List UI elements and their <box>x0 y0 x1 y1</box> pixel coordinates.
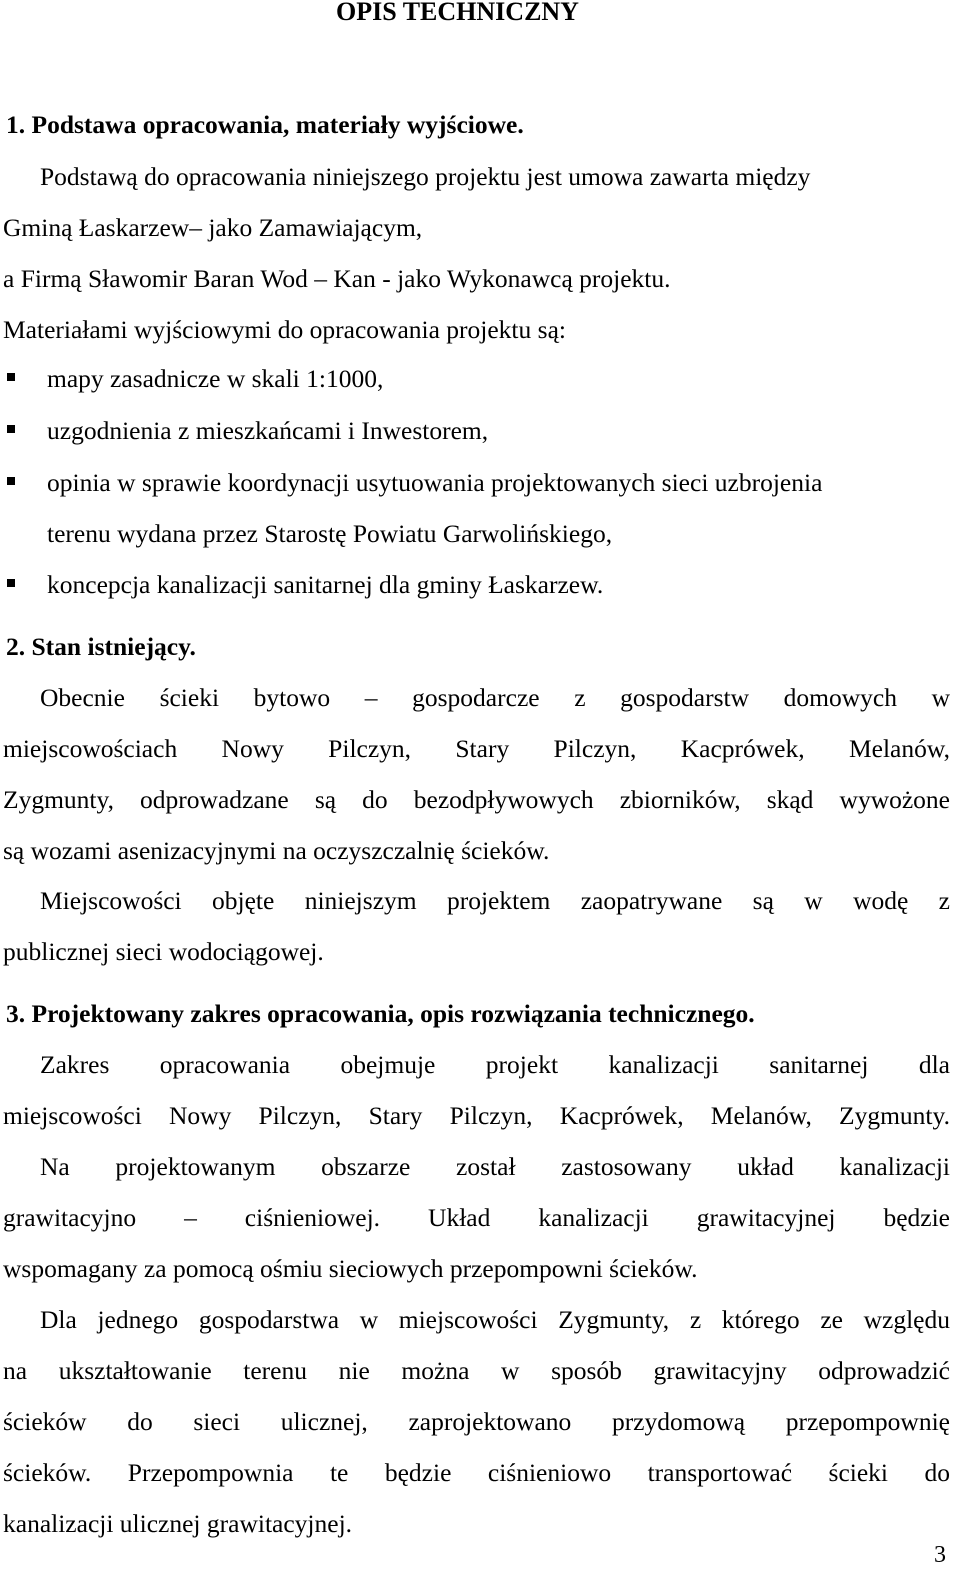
paragraph-line: Obecnie ścieki bytowo – gospodarcze z gospodarstw domowych w <box>40 683 950 712</box>
page-number: 3 <box>934 1542 946 1568</box>
paragraph-line: miejscowościach Nowy Pilczyn, Stary Pilczyn, Kacprówek, Melanów, <box>3 734 950 763</box>
bullet-item: opinia w sprawie koordynacji usytuowania projektowanych sieci uzbrojenia <box>47 468 823 497</box>
paragraph-line: Zakres opracowania obejmuje projekt kanalizacji sanitarnej dla <box>40 1050 950 1079</box>
paragraph-line: Na projektowanym obszarze został zastosowany układ kanalizacji <box>40 1152 950 1181</box>
document-title: OPIS TECHNICZNY <box>336 0 579 26</box>
section-3-heading: 3. Projektowany zakres opracowania, opis rozwiązania technicznego. <box>6 999 755 1028</box>
paragraph-line: Miejscowości objęte niniejszym projektem zaopatrywane są w wodę z <box>40 886 950 915</box>
paragraph-line: publicznej sieci wodociągowej. <box>3 937 324 966</box>
paragraph-line: Zygmunty, odprowadzane są do bezodpływowych zbiorników, skąd wywożone <box>3 785 950 814</box>
paragraph-line: Gminą Łaskarzew– jako Zamawiającym, <box>3 213 423 242</box>
paragraph-line: grawitacyjno – ciśnieniowej. Układ kanalizacji grawitacyjnej będzie <box>3 1203 950 1232</box>
section-2-heading: 2. Stan istniejący. <box>6 632 196 661</box>
bullet-square-icon <box>7 425 15 433</box>
bullet-item: koncepcja kanalizacji sanitarnej dla gminy Łaskarzew. <box>47 570 604 599</box>
bullet-square-icon <box>7 579 15 587</box>
paragraph-line: ścieków do sieci ulicznej, zaprojektowano przydomową przepompownię <box>3 1407 950 1436</box>
bullet-item-continuation: terenu wydana przez Starostę Powiatu Garwolińskiego, <box>47 519 613 548</box>
paragraph-line: wspomagany za pomocą ośmiu sieciowych przepompowni ścieków. <box>3 1254 698 1283</box>
paragraph-line: na ukształtowanie terenu nie można w sposób grawitacyjny odprowadzić <box>3 1356 950 1385</box>
paragraph-line: są wozami asenizacyjnymi na oczyszczalnię ścieków. <box>3 836 550 865</box>
bullet-square-icon <box>7 373 15 381</box>
paragraph-line: Podstawą do opracowania niniejszego projektu jest umowa zawarta między <box>40 162 811 191</box>
section-1-heading: 1. Podstawa opracowania, materiały wyjściowe. <box>6 110 524 139</box>
bullet-item: uzgodnienia z mieszkańcami i Inwestorem, <box>47 416 489 445</box>
bullet-square-icon <box>7 477 15 485</box>
paragraph-line: ścieków. Przepompownia te będzie ciśnieniowo transportować ścieki do <box>3 1458 950 1487</box>
paragraph-line: miejscowości Nowy Pilczyn, Stary Pilczyn, Kacprówek, Melanów, Zygmunty. <box>3 1101 950 1130</box>
paragraph-line: kanalizacji ulicznej grawitacyjnej. <box>3 1509 353 1538</box>
paragraph-line: a Firmą Sławomir Baran Wod – Kan - jako Wykonawcą projektu. <box>3 264 671 293</box>
bullet-item: mapy zasadnicze w skali 1:1000, <box>47 364 384 393</box>
paragraph-line: Materiałami wyjściowymi do opracowania projektu są: <box>3 315 566 344</box>
paragraph-line: Dla jednego gospodarstwa w miejscowości Zygmunty, z którego ze względu <box>40 1305 950 1334</box>
